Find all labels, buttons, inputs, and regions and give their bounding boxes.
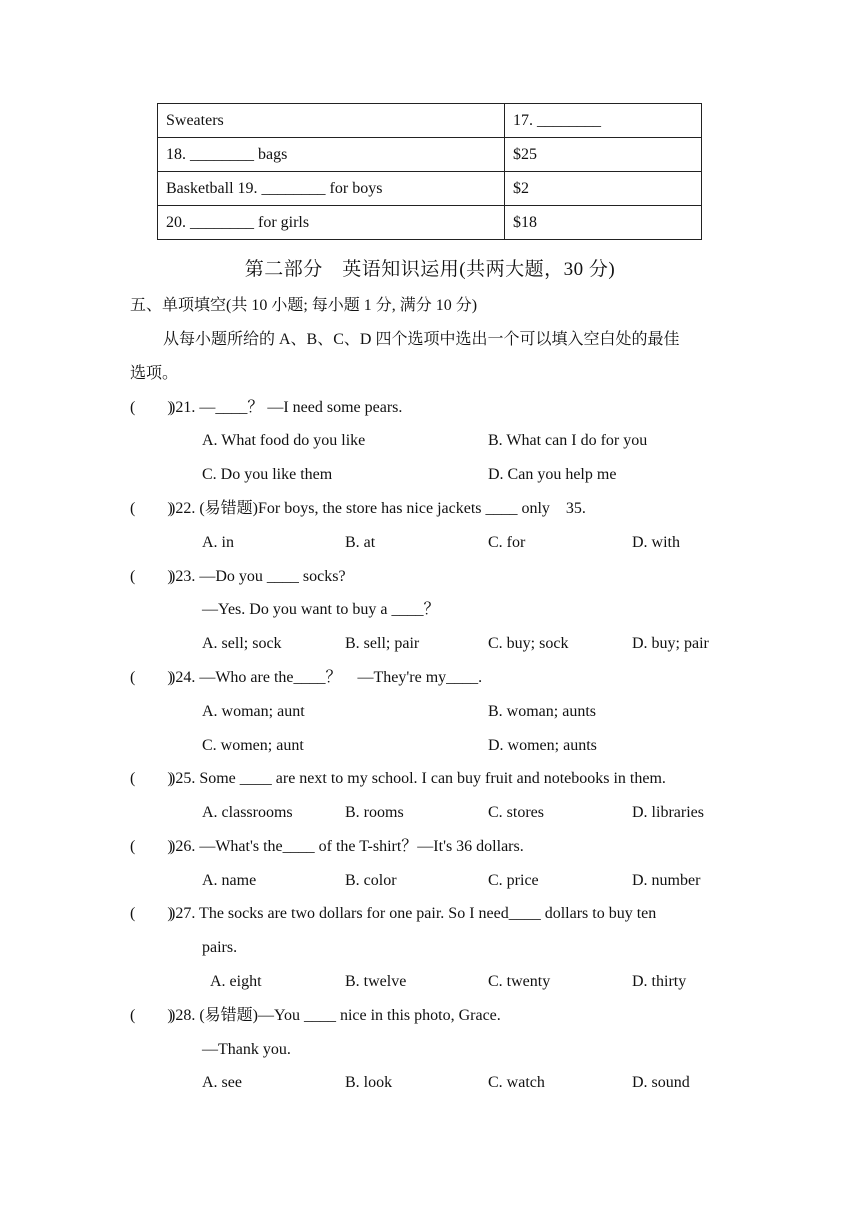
- question-stem: )26. —What's the____ of the T-shirt？—It's 36 dollars.: [170, 838, 524, 855]
- table-cell: $2: [505, 172, 702, 206]
- option-a: A. sell; sock: [202, 635, 282, 652]
- option-c: C. for: [488, 534, 526, 551]
- instruction-text: 从每小题所给的 A、B、C、D 四个选项中选出一个可以填入空白处的最佳: [163, 331, 680, 348]
- answer-paren[interactable]: ( ): [130, 770, 173, 787]
- option-b: B. What can I do for you: [488, 432, 648, 449]
- option-a: A. classrooms: [202, 804, 293, 821]
- option-c: C. stores: [488, 804, 544, 821]
- option-c: C. women; aunt: [202, 737, 304, 754]
- answer-paren[interactable]: ( ): [130, 905, 173, 922]
- option-b: B. rooms: [345, 804, 404, 821]
- option-a: A. woman; aunt: [202, 703, 305, 720]
- option-a: A. What food do you like: [202, 432, 366, 449]
- table-cell: Basketball 19. ________ for boys: [158, 172, 505, 206]
- table-row: [158, 206, 702, 240]
- option-d: D. women; aunts: [488, 737, 597, 754]
- option-d: D. thirty: [632, 973, 687, 990]
- option-a: A. in: [202, 534, 234, 551]
- table-cell: 17. ________: [505, 104, 702, 138]
- table-cell: Sweaters: [158, 104, 505, 138]
- table-row: [158, 138, 702, 172]
- option-c: C. Do you like them: [202, 466, 333, 483]
- option-d: D. buy; pair: [632, 635, 709, 652]
- option-b: B. sell; pair: [345, 635, 420, 652]
- question-continuation: pairs.: [202, 939, 238, 956]
- table-cell: 20. ________ for girls: [158, 206, 505, 240]
- option-d: D. with: [632, 534, 680, 551]
- option-d: D. sound: [632, 1074, 690, 1091]
- answer-paren[interactable]: ( ): [130, 500, 173, 517]
- option-a: A. see: [202, 1074, 242, 1091]
- option-b: B. color: [345, 872, 397, 889]
- table-cell: $18: [505, 206, 702, 240]
- option-d: D. number: [632, 872, 701, 889]
- option-d: D. Can you help me: [488, 466, 617, 483]
- question-continuation: —Thank you.: [202, 1041, 291, 1058]
- section-title: 第二部分 英语知识运用(共两大题，30 分): [244, 259, 616, 280]
- question-stem: )27. The socks are two dollars for one pair. So I need____ dollars to buy ten: [170, 905, 657, 922]
- table-row: [158, 104, 702, 138]
- answer-paren[interactable]: ( ): [130, 568, 173, 585]
- option-a: A. eight: [210, 973, 262, 990]
- option-b: B. twelve: [345, 973, 407, 990]
- option-b: B. woman; aunts: [488, 703, 596, 720]
- option-c: C. buy; sock: [488, 635, 569, 652]
- option-d: D. libraries: [632, 804, 704, 821]
- question-stem: )23. —Do you ____ socks?: [170, 568, 346, 585]
- answer-paren[interactable]: ( ): [130, 1007, 173, 1024]
- question-stem: )21. —____？ —I need some pears.: [170, 399, 403, 416]
- table-cell: 18. ________ bags: [158, 138, 505, 172]
- option-c: C. twenty: [488, 973, 551, 990]
- question-continuation: —Yes. Do you want to buy a ____？: [202, 601, 440, 618]
- instruction-text: 选项。: [130, 365, 179, 382]
- option-b: B. at: [345, 534, 376, 551]
- option-a: A. name: [202, 872, 257, 889]
- question-stem: )28. (易错题)—You ____ nice in this photo, Grace.: [170, 1007, 501, 1024]
- part-heading: 五、单项填空(共 10 小题; 每小题 1 分, 满分 10 分): [130, 297, 478, 314]
- answer-paren[interactable]: ( ): [130, 838, 173, 855]
- option-c: C. watch: [488, 1074, 545, 1091]
- answer-paren[interactable]: ( ): [130, 669, 173, 686]
- table-cell: $25: [505, 138, 702, 172]
- question-stem: )24. —Who are the____？ —They're my____.: [170, 669, 483, 686]
- table-row: [158, 172, 702, 206]
- answer-paren[interactable]: ( ): [130, 399, 173, 416]
- option-c: C. price: [488, 872, 539, 889]
- question-stem: )22. (易错题)For boys, the store has nice jackets ____ only 35.: [170, 500, 586, 517]
- option-b: B. look: [345, 1074, 393, 1091]
- price-table: [157, 103, 702, 240]
- question-stem: )25. Some ____ are next to my school. I can buy fruit and notebooks in them.: [170, 770, 666, 787]
